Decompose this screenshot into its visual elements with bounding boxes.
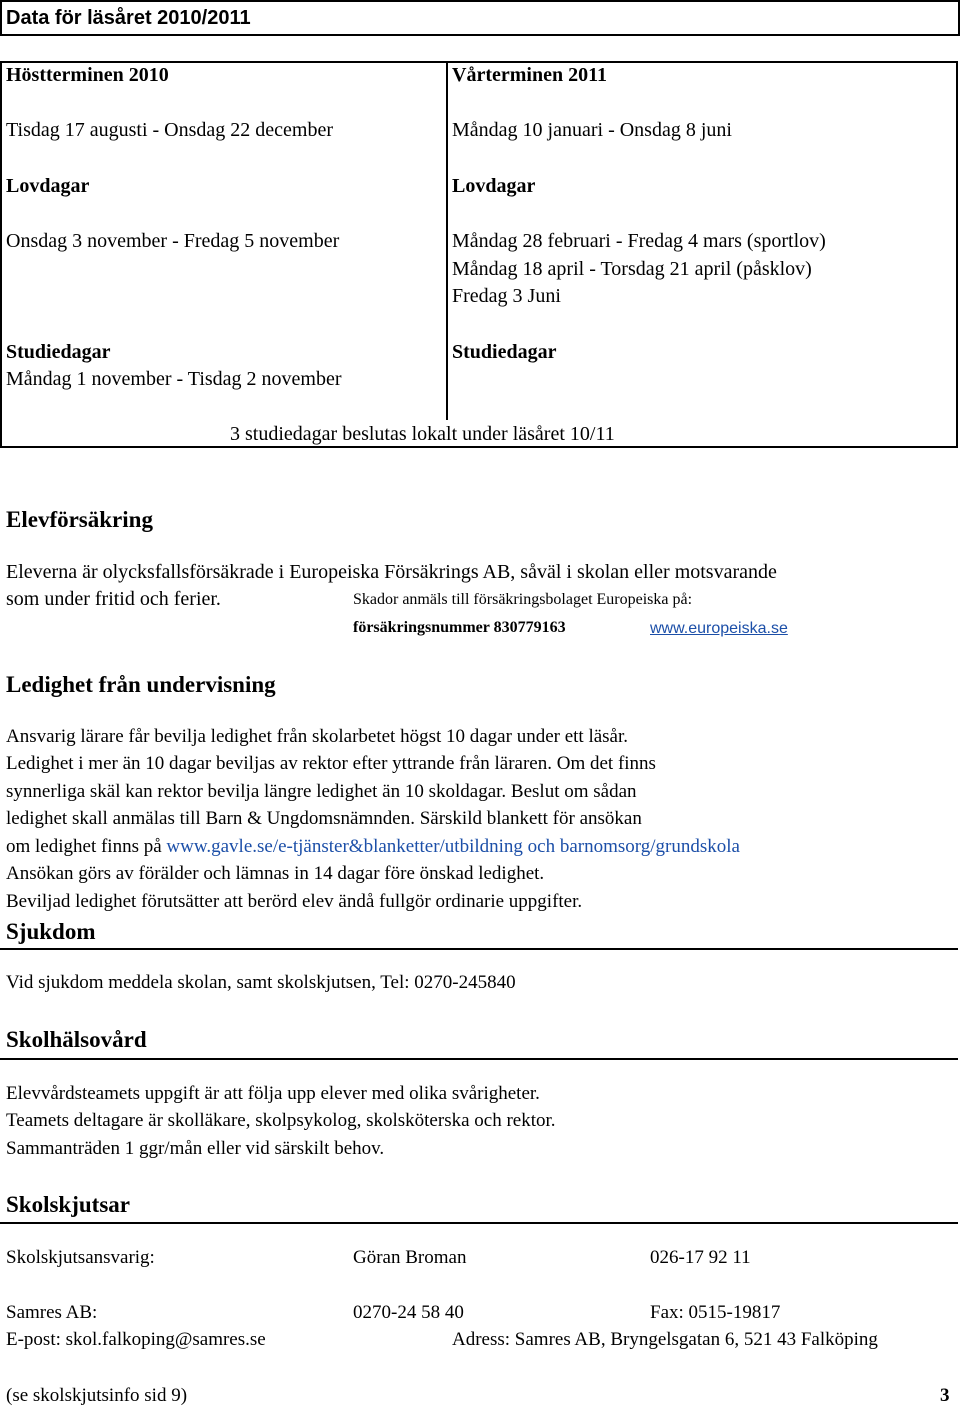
leave-form-link[interactable]: www.gavle.se/e-tjänster&blanketter/utbildning och barnomsorg/grundskola — [166, 836, 740, 857]
autumn-holidays-heading: Lovdagar — [6, 175, 90, 197]
spring-holiday-item: Fredag 3 Juni — [452, 285, 561, 307]
leave-form-prefix: om ledighet finns på — [6, 836, 167, 857]
transport-address: Adress: Samres AB, Bryngelsgatan 6, 521 43 Falköping — [452, 1329, 878, 1350]
transport-divider — [0, 1222, 958, 1224]
insurance-text: som under fritid och ferier. — [6, 588, 221, 610]
sickness-heading: Sjukdom — [6, 919, 96, 944]
health-text: Elevvårdsteamets uppgift är att följa upp elever med olika svårigheter. — [6, 1083, 540, 1104]
transport-responsible-phone: 026-17 92 11 — [650, 1247, 751, 1268]
insurance-website-link[interactable]: www.europeiska.se — [650, 620, 788, 637]
spring-holidays-heading: Lovdagar — [452, 175, 536, 197]
transport-company-phone: 0270-24 58 40 — [353, 1302, 464, 1323]
transport-company-fax: Fax: 0515-19817 — [650, 1302, 781, 1323]
transport-heading: Skolskjutsar — [6, 1192, 130, 1217]
sickness-divider — [0, 948, 958, 950]
insurance-heading: Elevförsäkring — [6, 507, 153, 532]
transport-company-label: Samres AB: — [6, 1302, 98, 1323]
leave-text: synnerliga skäl kan rektor bevilja längre ledighet än 10 skoldagar. Beslut om sådan — [6, 781, 637, 802]
leave-text: Ledighet i mer än 10 dagar beviljas av rektor efter yttrande från läraren. Om det finns — [6, 753, 656, 774]
insurance-policy-number: försäkringsnummer 830779163 — [353, 619, 566, 636]
spring-holiday-item: Måndag 28 februari - Fredag 4 mars (sportlov) — [452, 230, 826, 252]
health-text: Teamets deltagare är skolläkare, skolpsykolog, skolsköterska och rektor. — [6, 1110, 556, 1131]
leave-text: Beviljad ledighet förutsätter att berörd elev ändå fullgör ordinarie uppgifter. — [6, 891, 583, 912]
health-divider — [0, 1058, 958, 1060]
term-column-divider — [446, 61, 448, 420]
footer-note: (se skolskjutsinfo sid 9) — [6, 1385, 188, 1406]
insurance-report-text: Skador anmäls till försäkringsbolaget Europeiska på: — [353, 591, 693, 608]
transport-responsible-label: Skolskjutsansvarig: — [6, 1247, 155, 1268]
autumn-dates: Tisdag 17 augusti - Onsdag 22 december — [6, 119, 333, 141]
leave-heading: Ledighet från undervisning — [6, 672, 276, 697]
leave-form-line — [6, 833, 740, 860]
leave-text: Ansökan görs av förälder och lämnas in 14 dagar före önskad ledighet. — [6, 863, 545, 884]
health-text: Sammanträden 1 ggr/mån eller vid särskilt behov. — [6, 1138, 385, 1159]
health-heading: Skolhälsovård — [6, 1027, 147, 1052]
leave-text: Ansvarig lärare får bevilja ledighet från skolarbetet högst 10 dagar under ett läsår. — [6, 726, 629, 747]
transport-email: E-post: skol.falkoping@samres.se — [6, 1329, 266, 1350]
study-days-note: 3 studiedagar beslutas lokalt under läsåret 10/11 — [230, 423, 615, 445]
autumn-holiday-item: Onsdag 3 november - Fredag 5 november — [6, 230, 340, 252]
sickness-text: Vid sjukdom meddela skolan, samt skolskjutsen, Tel: 0270-245840 — [6, 972, 516, 993]
autumn-study-days: Måndag 1 november - Tisdag 2 november — [6, 368, 342, 390]
spring-holiday-item: Måndag 18 april - Torsdag 21 april (påsklov) — [452, 258, 812, 280]
spring-heading: Vårterminen 2011 — [452, 64, 607, 86]
autumn-study-heading: Studiedagar — [6, 341, 111, 363]
spring-dates: Måndag 10 januari - Onsdag 8 juni — [452, 119, 732, 141]
insurance-text: Eleverna är olycksfallsförsäkrade i Europeiska Försäkrings AB, såväl i skolan eller motsvarande — [6, 561, 777, 583]
spring-study-heading: Studiedagar — [452, 341, 557, 363]
page-number: 3 — [940, 1385, 950, 1406]
transport-responsible-name: Göran Broman — [353, 1247, 467, 1268]
page-title: Data för läsåret 2010/2011 — [6, 7, 251, 29]
autumn-heading: Höstterminen 2010 — [6, 64, 169, 86]
leave-text: ledighet skall anmälas till Barn & Ungdomsnämnden. Särskild blankett för ansökan — [6, 808, 642, 829]
